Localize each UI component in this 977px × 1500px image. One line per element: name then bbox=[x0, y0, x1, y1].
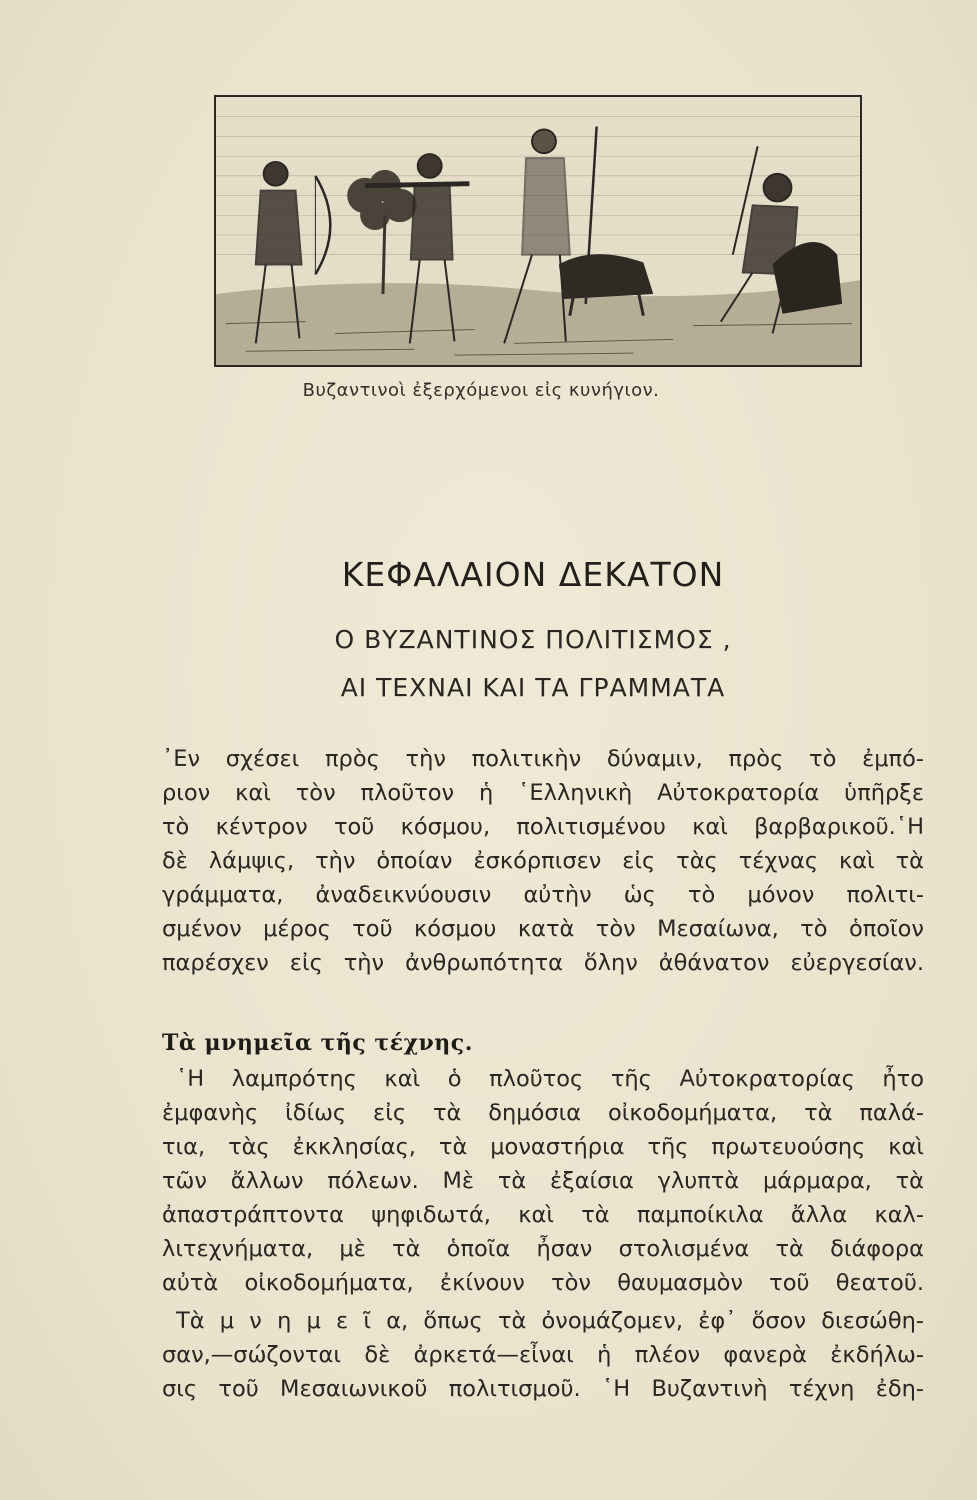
text-line: γράμματα, ἀναδεικνύουσιν αὐτὴν ὡς τὸ μόνον πολιτι- bbox=[162, 882, 924, 908]
text-line: ᾿Εν σχέσει πρὸς τὴν πολιτικὴν δύναμιν, πρὸς τὸ ἐμπό- bbox=[162, 746, 924, 772]
chapter-subtitle-line-2: ΑΙ ΤΕΧΝΑΙ ΚΑΙ ΤΑ ΓΡΑΜΜΑΤΑ bbox=[340, 673, 726, 702]
engraving-drawing bbox=[216, 97, 860, 365]
text-line: σις τοῦ Μεσαιωνικοῦ πολιτισμοῦ. ῾Η Βυζαντινὴ τέχνη ἐδη- bbox=[162, 1376, 924, 1402]
paragraph-monuments-continued bbox=[162, 1304, 924, 1406]
text-line: τια, τὰς ἐκκλησίας, τὰ μοναστήρια τῆς πρωτευούσης καὶ bbox=[162, 1134, 924, 1160]
text-line: σαν,—σώζονται δὲ ἀρκετά—εἶναι ἡ πλέον φανερὰ ἐκδήλω- bbox=[162, 1342, 924, 1368]
paragraph-monuments bbox=[162, 1062, 924, 1300]
text-line: λιτεχνήματα, μὲ τὰ ὁποῖα ἦσαν στολισμένα τὰ διάφορα bbox=[162, 1236, 924, 1262]
text-line: τῶν ἄλλων πόλεων. Μὲ τὰ ἐξαίσια γλυπτὰ μάρμαρα, τὰ bbox=[162, 1168, 924, 1194]
text-line: παρέσχεν εἰς τὴν ἀνθρωπότητα ὅλην ἀθάνατον εὐεργεσίαν. bbox=[162, 950, 924, 976]
text-line: τὸ κέντρον τοῦ κόσμου, πολιτισμένου καὶ βαρβαρικοῦ.῾Η bbox=[162, 814, 924, 840]
paragraph-introduction bbox=[162, 742, 924, 980]
section-heading: Τὰ μνημεῖα τῆς τέχνης. bbox=[162, 1030, 473, 1056]
text-line: δὲ λάμψις, τὴν ὁποίαν ἐσκόρπισεν εἰς τὰς τέχνας καὶ τὰ bbox=[162, 848, 924, 874]
text-line: σμένον μέρος τοῦ κόσμου κατὰ τὸν Μεσαίωνα, τὸ ὁποῖον bbox=[162, 916, 924, 942]
chapter-subtitle-line-1: Ο ΒΥΖΑΝΤΙΝΟΣ ΠΟΛΙΤΙΣΜΟΣ , bbox=[334, 625, 732, 654]
text-line: Τὰ μ ν η μ ε ῖ α, ὅπως τὰ ὀνομάζομεν, ἐφ᾿ ὅσον διεσώθη- bbox=[176, 1308, 924, 1334]
text-line: ῾Η λαμπρότης καὶ ὁ πλοῦτος τῆς Αὐτοκρατορίας ἦτο bbox=[176, 1066, 924, 1092]
text-line: ριον καὶ τὸν πλοῦτον ἡ ῾Ελληνικὴ Αὐτοκρατορία ὑπῆρξε bbox=[162, 780, 924, 806]
illustration-caption: Βυζαντινοὶ ἐξερχόμενοι εἰς κυνήγιον. bbox=[302, 380, 660, 401]
hunting-scene-engraving bbox=[214, 95, 862, 367]
text-line: ἐμφανὴς ἰδίως εἰς τὰ δημόσια οἰκοδομήματα, τὰ παλά- bbox=[162, 1100, 924, 1126]
text-line: αὐτὰ οἰκοδομήματα, ἐκίνουν τὸν θαυμασμὸν τοῦ θεατοῦ. bbox=[162, 1270, 924, 1296]
chapter-title: ΚΕΦΑΛΑΙΟΝ ΔΕΚΑΤΟΝ bbox=[341, 555, 725, 594]
text-line: ἀπαστράπτοντα ψηφιδωτά, καὶ τὰ παμποίκιλα ἄλλα καλ- bbox=[162, 1202, 924, 1228]
